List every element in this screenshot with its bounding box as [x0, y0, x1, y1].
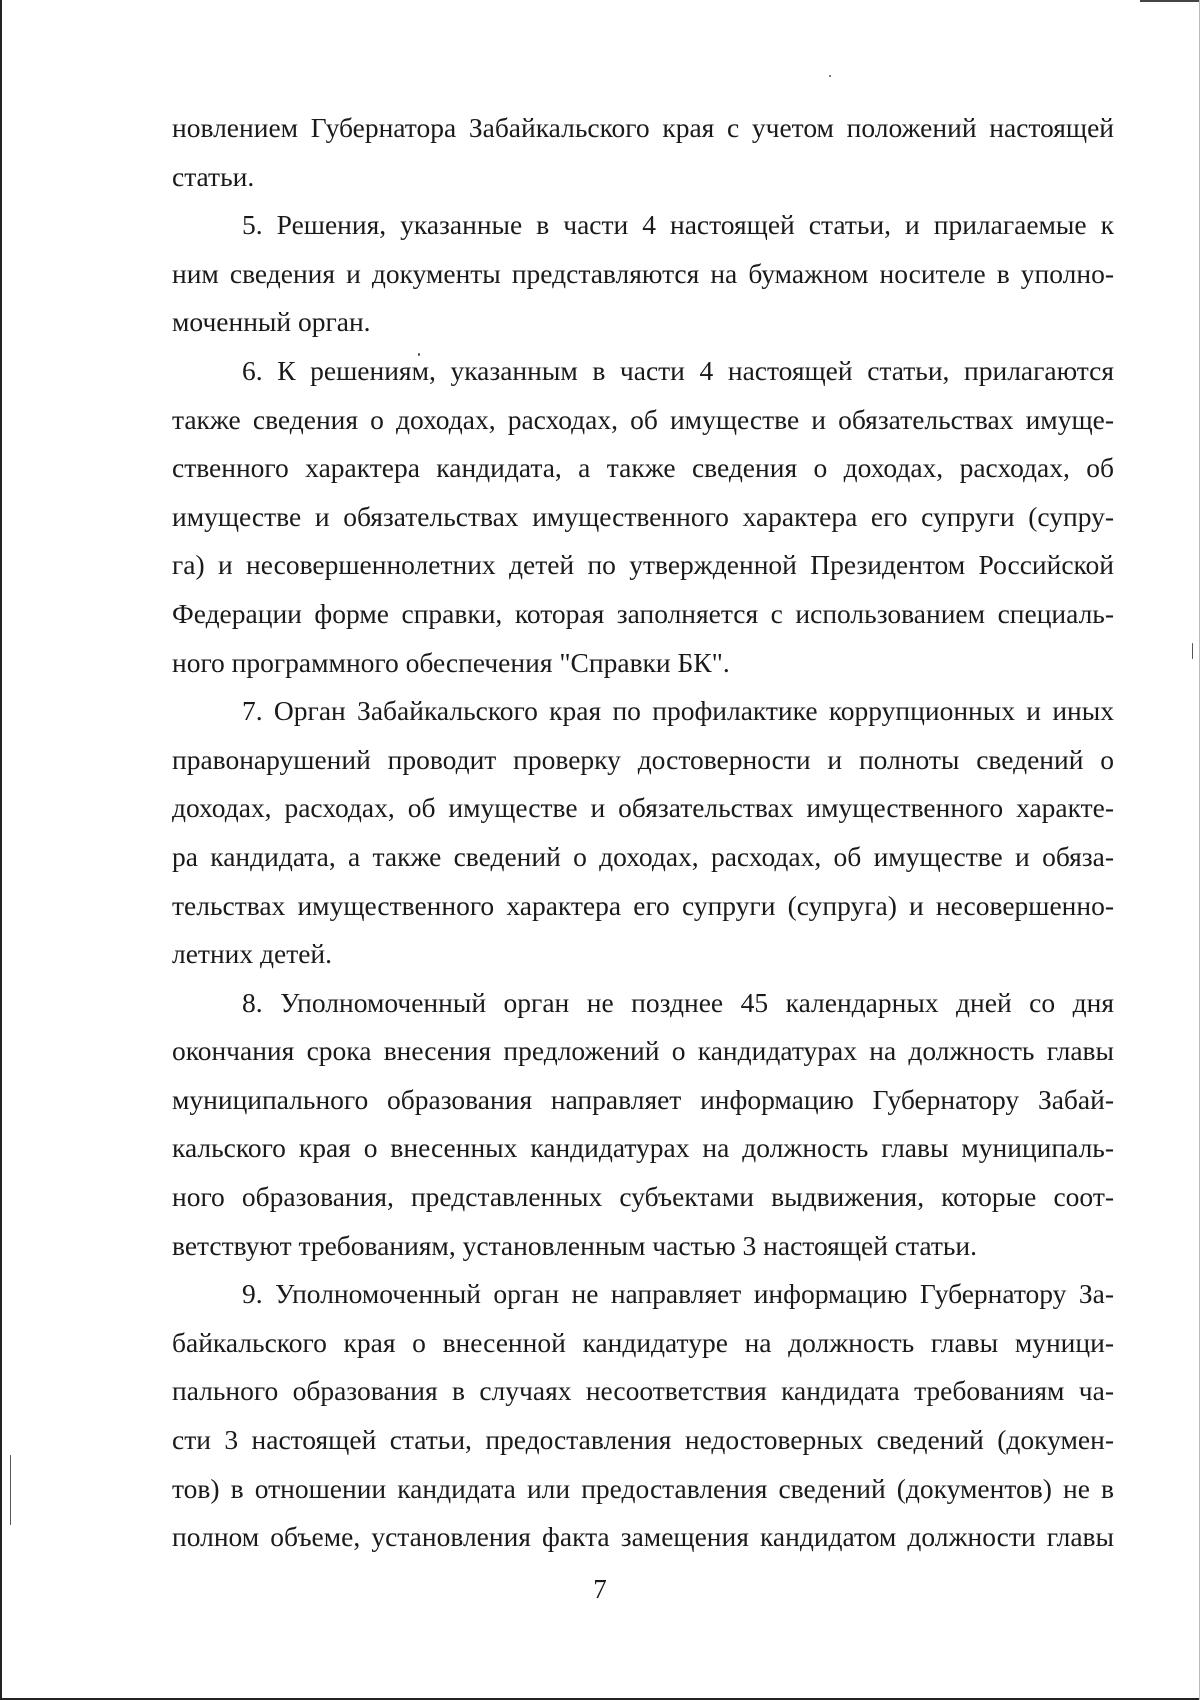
paragraph — [172, 347, 1114, 687]
body-text — [172, 104, 1114, 1562]
text-line: 9. Уполномоченный орган не направляет информацию Губернатору За- — [242, 1278, 1114, 1310]
scan-speck — [829, 75, 831, 77]
text-line: моченный орган. — [172, 306, 371, 338]
text-line: новлением Губернатора Забайкальского края с учетом положений настоящей — [172, 112, 1114, 143]
text-line: ственного характера кандидата, а также сведения о доходах, расходах, об — [172, 452, 1114, 484]
text-line: Федерации форме справки, которая заполняется с использованием специаль- — [172, 597, 1114, 629]
paragraph — [172, 687, 1114, 979]
text-line: имуществе и обязательствах имущественного характера его супруги (супру- — [172, 500, 1114, 532]
text-line: ветствуют требованиям, установленным частью 3 настоящей статьи. — [172, 1229, 977, 1261]
text-line: тельствах имущественного характера его супруги (супруга) и несовершенно- — [172, 889, 1114, 921]
text-line: ного программного обеспечения "Справки БК". — [172, 646, 730, 678]
text-line: 6. К решениям, указанным в части 4 настоящей статьи, прилагаются — [242, 354, 1114, 386]
text-line: статьи. — [172, 160, 255, 192]
text-line: полном объеме, установления факта замещения кандидатом должности главы — [172, 1521, 1114, 1553]
paragraph — [172, 201, 1114, 347]
text-line: 8. Уполномоченный орган не позднее 45 календарных дней со дня — [242, 986, 1114, 1018]
text-line: тов) в отношении кандидата или предоставления сведений (документов) не в — [172, 1472, 1114, 1504]
text-line: пального образования в случаях несоответствия кандидата требованиям ча- — [172, 1375, 1114, 1407]
paragraph — [172, 979, 1114, 1271]
text-line: ним сведения и документы представляются на бумажном носителе в уполно- — [172, 257, 1114, 289]
text-line: окончания срока внесения предложений о кандидатурах на должность главы — [172, 1035, 1114, 1067]
text-line: байкальского края о внесенной кандидатуре на должность главы муници- — [172, 1326, 1114, 1358]
text-line: 7. Орган Забайкальского края по профилактике коррупционных и иных — [242, 695, 1114, 727]
text-line: правонарушений проводит проверку достоверности и полноты сведений о — [172, 743, 1114, 775]
paragraph — [172, 104, 1114, 201]
text-line: летних детей. — [172, 938, 333, 970]
text-line: кальского края о внесенных кандидатурах на должность главы муниципаль- — [172, 1132, 1114, 1164]
text-line: 5. Решения, указанные в части 4 настоящей статьи, и прилагаемые к — [242, 209, 1114, 241]
scan-speck — [1192, 643, 1193, 659]
text-line: муниципального образования направляет информацию Губернатору Забай- — [172, 1083, 1114, 1115]
text-line: также сведения о доходах, расходах, об имуществе и обязательствах имуще- — [172, 403, 1114, 435]
scan-border-left — [0, 0, 2, 1700]
page-number: 7 — [593, 1574, 607, 1604]
text-line: сти 3 настоящей статьи, предоставления недостоверных сведений (докумен- — [172, 1424, 1114, 1456]
text-line: доходах, расходах, об имуществе и обязательствах имущественного характе- — [172, 792, 1114, 824]
text-line: га) и несовершеннолетних детей по утвержденной Президентом Российской — [172, 549, 1114, 581]
text-line: ного образования, представленных субъектами выдвижения, которые соот- — [172, 1181, 1114, 1213]
scan-border-top-right — [1140, 0, 1200, 2]
text-line: ра кандидата, а также сведений о доходах, расходах, об имуществе и обяза- — [172, 840, 1114, 872]
paragraph — [172, 1270, 1114, 1562]
scan-speck — [10, 1455, 11, 1525]
